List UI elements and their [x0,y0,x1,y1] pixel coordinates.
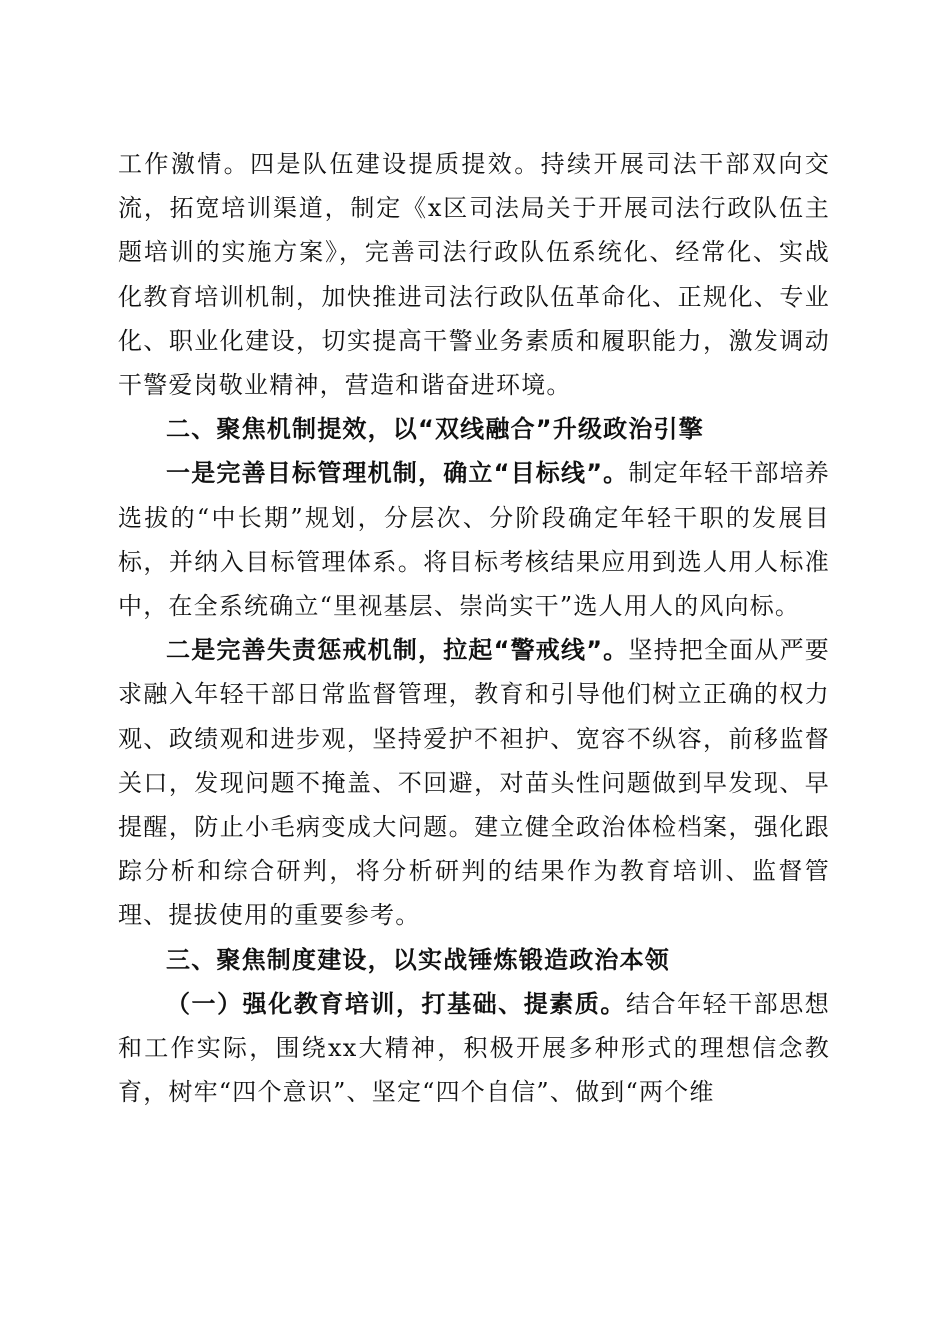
section-3-heading: 三、聚焦制度建设，以实战锤炼锻造政治本领 [166,945,670,974]
section-3-paragraph-1-body: 结合年轻干部思想和工作实际，围绕xx大精神，积极开展多种形式的理想信念教育，树牢“四个意识”、坚定“四个自信”、做到“两个维 [118,989,830,1107]
continuation-paragraph: 工作激情。四是队伍建设提质提效。持续开展司法干部双向交流，拓宽培训渠道，制定《x区司法局关于开展司法行政队伍主题培训的实施方案》，完善司法行政队伍系统化、经常化、实战化教育培训机制，加快推进司法行政队伍革命化、正规化、专业化、职业化建设，切实提高干警业务素质和履职能力，激发调动干警爱岗敬业精神，营造和谐奋进环境。 [118,150,830,400]
section-3-paragraph-1-lead: （一）强化教育培训，打基础、提素质。 [166,989,626,1018]
section-3-paragraph-1 [118,982,830,1115]
section-2-paragraph-2 [118,628,830,937]
section-2-heading: 二、聚焦机制提效，以“双线融合”升级政治引擎 [166,415,704,444]
document-body [118,142,830,1114]
section-2-paragraph-1-lead: 一是完善目标管理机制，确立“目标线”。 [166,459,629,488]
section-2-paragraph-2-lead: 二是完善失责惩戒机制，拉起“警戒线”。 [166,636,629,665]
section-2-paragraph-2-body: 坚持把全面从严要求融入年轻干部日常监督管理，教育和引导他们树立正确的权力观、政绩观和进步观，坚持爱护不袒护、宽容不纵容，前移监督关口，发现问题不掩盖、不回避，对苗头性问题做到早发现、早提醒，防止小毛病变成大问题。建立健全政治体检档案，强化跟踪分析和综合研判，将分析研判的结果作为教育培训、监督管理、提拔使用的重要参考。 [118,636,830,930]
section-2-paragraph-1-body: 制定年轻干部培养选拔的“中长期”规划，分层次、分阶段确定年轻干职的发展目标，并纳入目标管理体系。将目标考核结果应用到选人用人标准中，在全系统确立“里视基层、崇尚实干”选人用人的风向标。 [118,459,830,621]
section-2-paragraph-1 [118,451,830,628]
